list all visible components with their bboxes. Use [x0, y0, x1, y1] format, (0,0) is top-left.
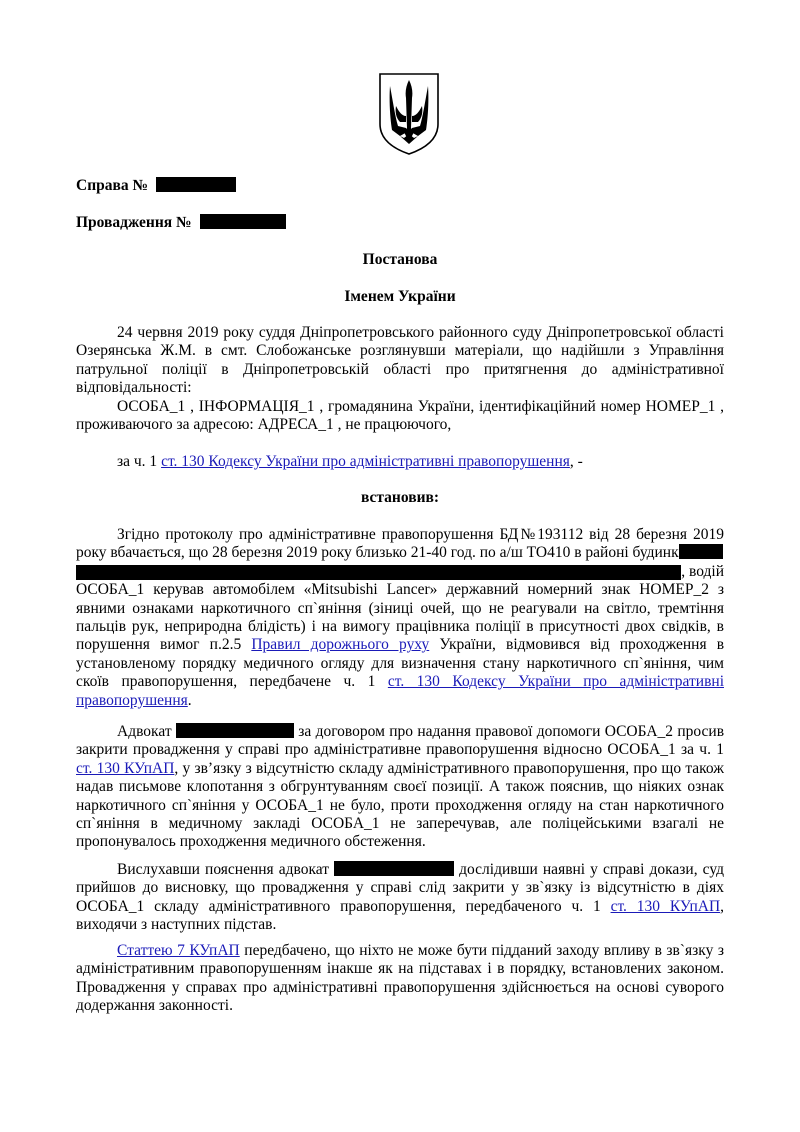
protocol-paragraph	[76, 526, 724, 710]
lawyer-text-2: за договором про надання правової допомоги ОСОБА_2 просив закрити провадження у справі про адміністративне правопорушення відносно ОСОБА_1 за ч. 1	[76, 723, 725, 759]
document-title: Постанова	[362, 251, 438, 268]
redacted-address-start	[679, 544, 723, 559]
redacted-address	[76, 565, 681, 580]
article-130-code-link-2[interactable]: ст. 130 Кодексу України про адміністративні правопорушення	[76, 673, 724, 709]
proceeding-number-label: Провадження №	[76, 214, 192, 231]
conclusion-text-1: Вислухавши пояснення адвокат	[117, 861, 330, 878]
redacted-address-line	[76, 563, 724, 581]
ukraine-coat-of-arms-icon	[378, 72, 440, 156]
traffic-rules-link[interactable]: Правил дорожнього руху	[251, 636, 430, 654]
kupap-130-link[interactable]: ст. 130 КУпАП	[76, 759, 175, 777]
redacted-case-number	[156, 177, 236, 192]
article-130-code-link[interactable]: ст. 130 Кодексу України про адміністративні правопорушення	[161, 453, 570, 470]
redacted-lawyer-name	[176, 723, 294, 738]
redacted-proceeding-number	[200, 214, 286, 229]
redacted-lawyer-name-2	[334, 861, 454, 876]
proceeding-number-line	[76, 214, 286, 232]
case-number-line	[76, 177, 236, 195]
protocol-text-5: .	[187, 691, 192, 709]
article-line	[76, 453, 724, 471]
article7-paragraph	[76, 942, 724, 1016]
protocol-text-4: України, відмовився від проходження в установленому порядку медичного огляду для визначення стану наркотичного сп`яніння, чим скоїв правопорушення, передбачене ч. 1	[76, 636, 725, 691]
person-paragraph: ОСОБА_1 , ІНФОРМАЦІЯ_1 , громадянина України, ідентифікаційний номер НОМЕР_1 , проживаючого за адресою: АДРЕСА_1 , не працюючого,	[76, 398, 724, 434]
conclusion-text-3: , виходячи з наступних підстав.	[76, 897, 725, 934]
conclusion-paragraph	[76, 861, 724, 935]
kupap-article-7-link[interactable]: Статтею 7 КУпАП	[117, 942, 240, 959]
document-subtitle: Іменем України	[344, 288, 456, 305]
protocol-text-2: , водій	[681, 562, 724, 580]
kupap-130-link-2[interactable]: ст. 130 КУпАП	[610, 897, 721, 915]
protocol-text-3: ОСОБА_1 керував автомобілем «Mitsubishi Lancer» державний номерний знак НОМЕР_2 з явними ознаками наркотичного сп`яніння (зіниці очей, що не реагували на світло, тремтіння пальців рук, неприродна блідість) і на вимогу працівника поліції в присутності двох свідків, в порушення вимог п.2.5	[76, 581, 724, 654]
case-number-label: Справа №	[76, 177, 149, 194]
article7-text: передбачено, що ніхто не може бути підданий заходу впливу в зв`язку з адміністративним правопорушенням інакше як на підставах і в порядку, встановлених законом. Провадження у справах про адміністративні правопорушення здійснюється на основі суворого додержання законності.	[76, 942, 725, 1015]
protocol-text-1: Згідно протоколу про адміністративне правопорушення БД№193112 від 28 березня 2019 року вбачається, що 28 березня 2019 року близько 21-40 год. по а/ш ТО410 в районі будинк	[76, 526, 724, 562]
article-suffix: , -	[569, 453, 583, 470]
lawyer-text-3: , у зв’язку з відсутністю складу адміністративного правопорушення, про що також надав письмове клопотання з обгрунтуванням своєї позиції. А також пояснив, що ніяких ознак наркотичного сп`яніння у ОСОБА_1 не було, проти проходження огляду на стан наркотичного сп`яніння в медичному закладі ОСОБА_1 не заперечував, але поліцейськими взагалі не пропонувалось проходження медичного обстеження.	[76, 759, 724, 851]
lawyer-text-1: Адвокат	[117, 723, 172, 740]
intro-paragraph: 24 червня 2019 року суддя Дніпропетровського районного суду Дніпропетровської області Озерянська Ж.М. в смт. Слобожанське розглянувши матеріали, що надійшли з Управління патрульної поліції в Дніпропетровській області про притягнення до адміністративної відповідальності:	[76, 324, 724, 397]
conclusion-text-2: дослідивши наявні у справі докази, суд прийшов до висновку, що провадження у справі слід закрити у зв`язку із відсутністю в діях ОСОБА_1 складу адміністративного правопорушення, передбаченого ч. 1	[76, 861, 724, 915]
established-heading: встановив:	[360, 489, 440, 506]
lawyer-paragraph	[76, 723, 724, 852]
article-prefix: за ч. 1	[117, 453, 158, 470]
